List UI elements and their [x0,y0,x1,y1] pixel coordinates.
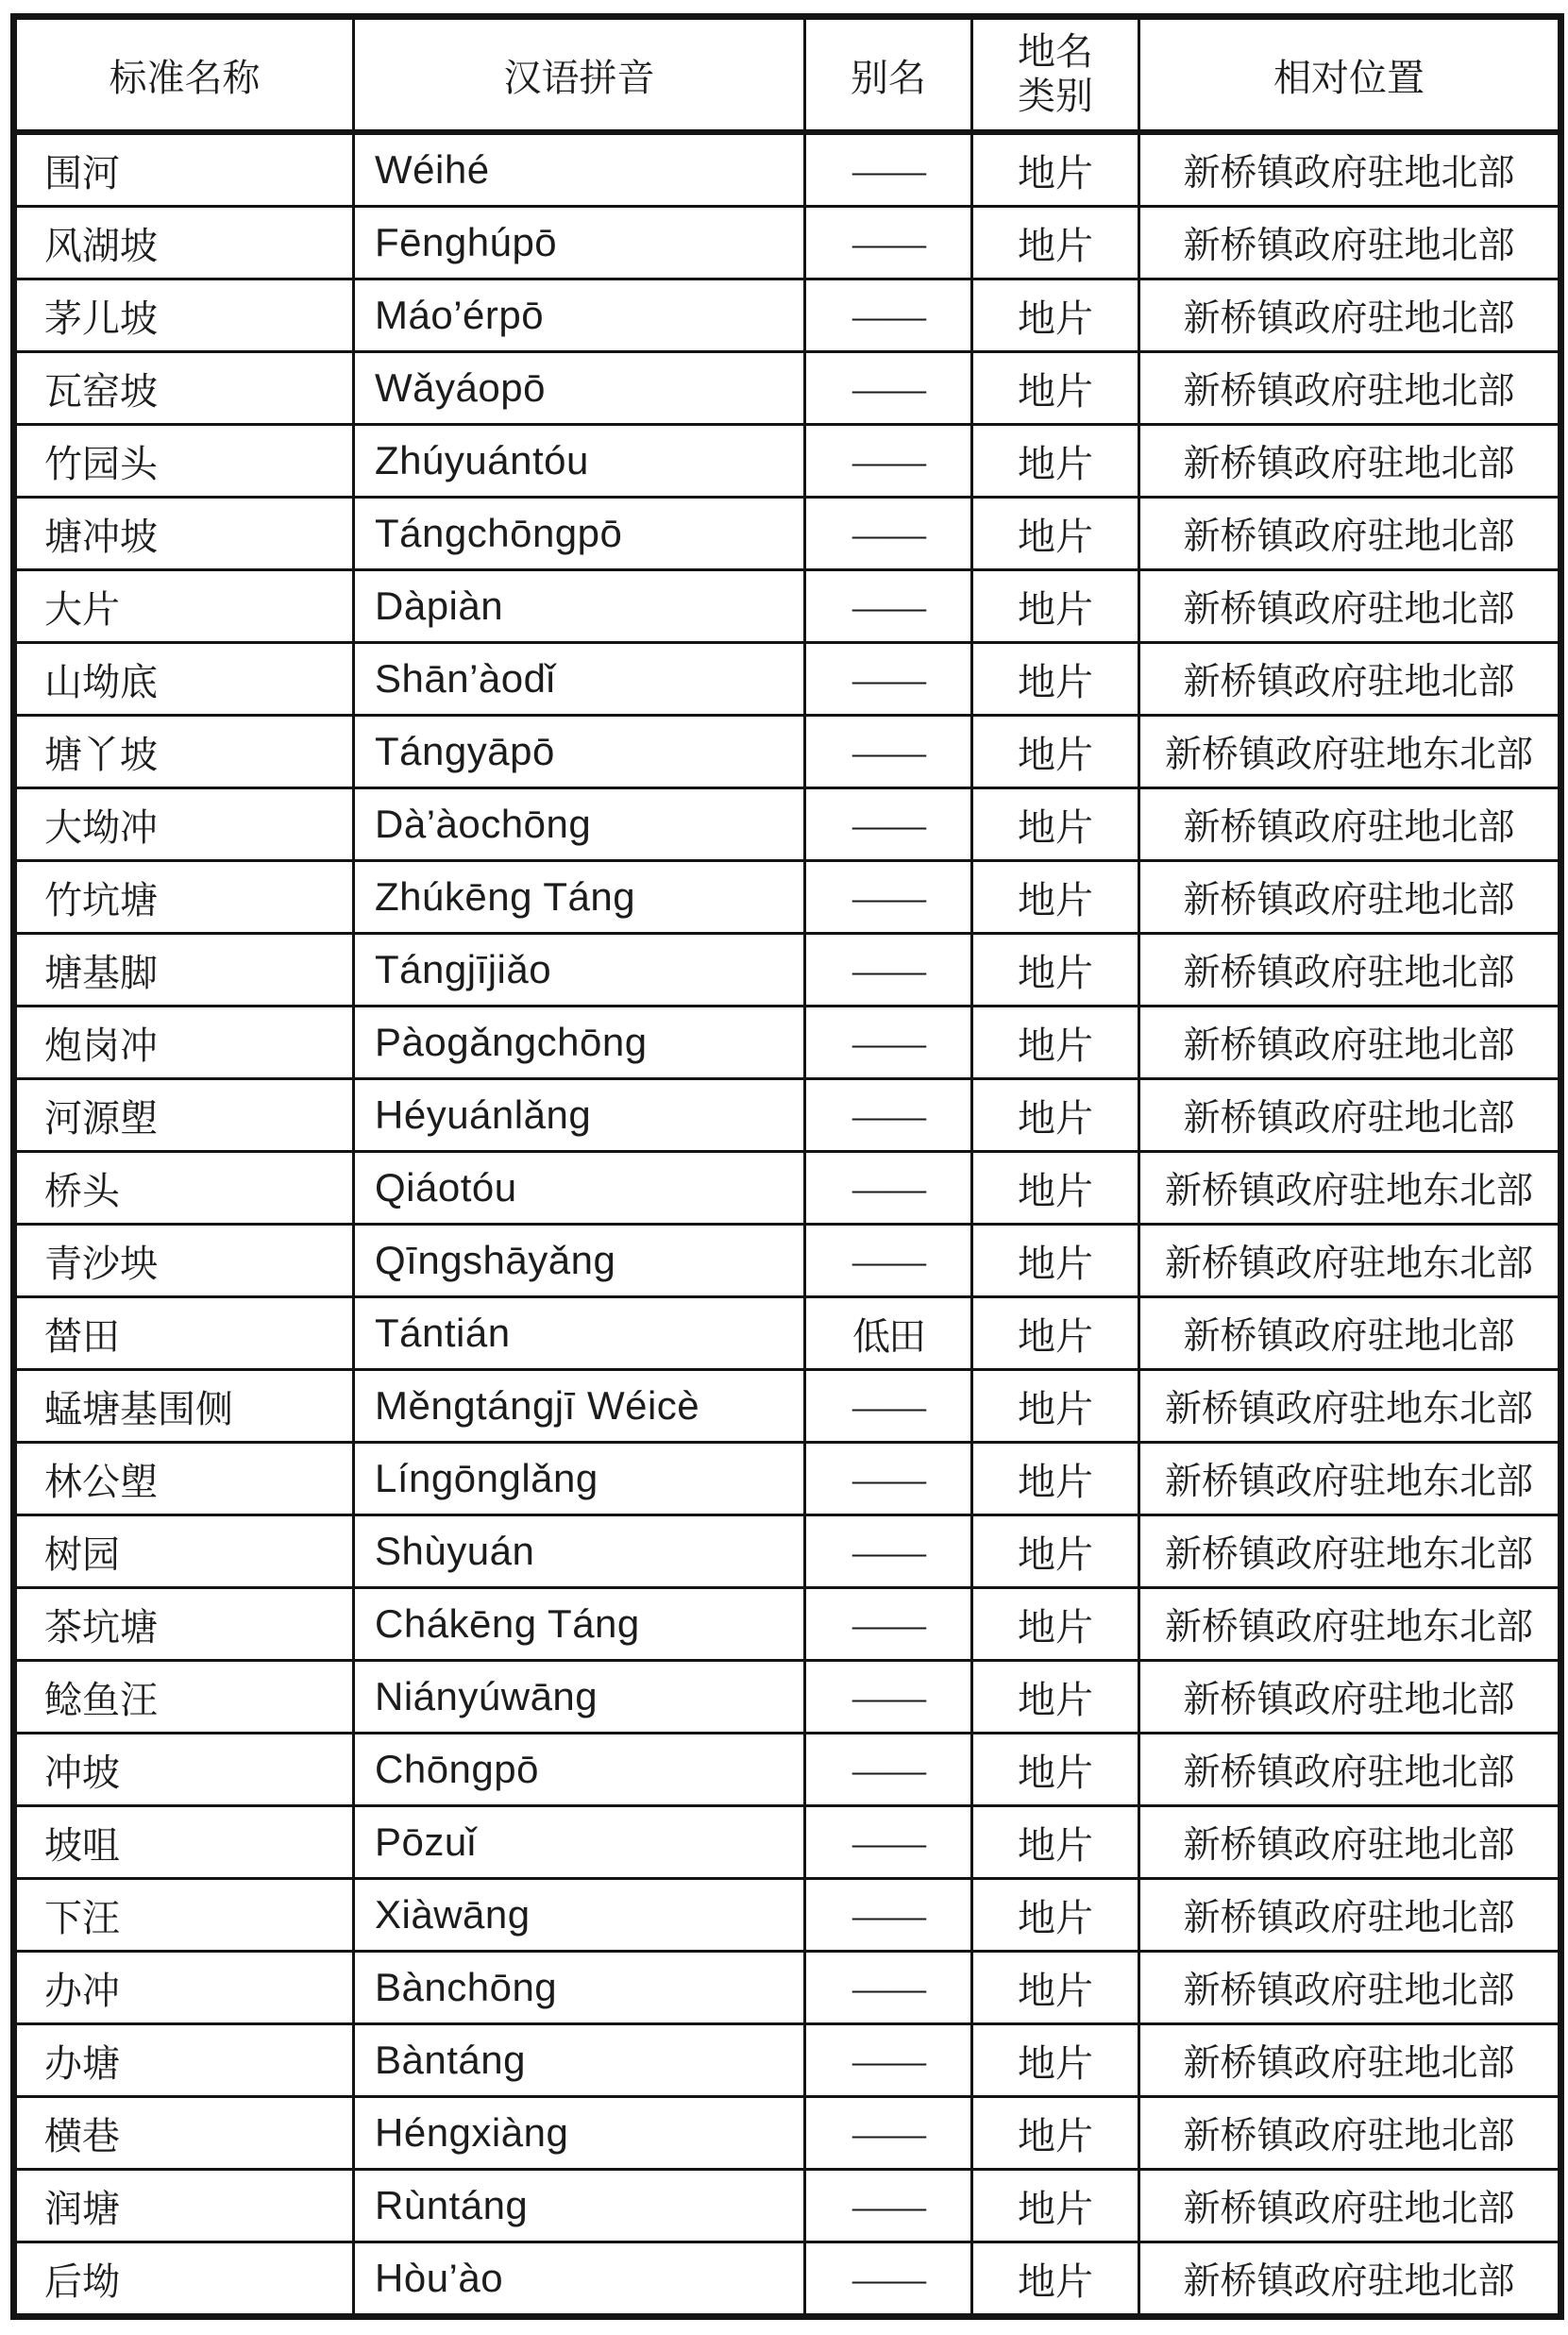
cell-alias: —— [805,2097,972,2170]
cell-pinyin: Zhúkēng Táng [354,861,805,934]
cell-pinyin: Hòu’ào [354,2242,805,2317]
header-category [972,17,1139,133]
cell-category: 地片 [972,425,1139,498]
cell-alias: —— [805,2170,972,2242]
table-row [14,570,1561,643]
cell-alias: —— [805,934,972,1007]
cell-position: 新桥镇政府驻地北部 [1139,132,1561,207]
cell-alias: —— [805,643,972,716]
cell-position: 新桥镇政府驻地北部 [1139,425,1561,498]
table-row [14,1079,1561,1152]
cell-pinyin: Tántián [354,1297,805,1370]
header-row [14,17,1561,133]
cell-category: 地片 [972,132,1139,207]
cell-standard-name: 办冲 [14,1952,354,2024]
cell-position: 新桥镇政府驻地北部 [1139,1007,1561,1079]
cell-standard-name: 润塘 [14,2170,354,2242]
cell-pinyin: Dàpiàn [354,570,805,643]
cell-standard-name: 桥头 [14,1152,354,1225]
table-row [14,861,1561,934]
cell-standard-name: 竹园头 [14,425,354,498]
cell-standard-name: 山坳底 [14,643,354,716]
cell-alias: —— [805,1152,972,1225]
cell-standard-name: 大片 [14,570,354,643]
cell-pinyin: Rùntáng [354,2170,805,2242]
cell-alias: —— [805,1734,972,1806]
cell-pinyin: Bànchōng [354,1952,805,2024]
table-body [14,132,1561,2317]
table-row [14,2097,1561,2170]
cell-position: 新桥镇政府驻地北部 [1139,2242,1561,2317]
cell-position: 新桥镇政府驻地北部 [1139,2024,1561,2097]
cell-pinyin: Tángyāpō [354,716,805,788]
cell-category: 地片 [972,1952,1139,2024]
cell-category: 地片 [972,1734,1139,1806]
cell-alias: —— [805,132,972,207]
table-row [14,498,1561,570]
cell-alias: —— [805,716,972,788]
cell-category: 地片 [972,2170,1139,2242]
cell-position: 新桥镇政府驻地北部 [1139,498,1561,570]
cell-pinyin: Zhúyuántóu [354,425,805,498]
table-row [14,1152,1561,1225]
cell-standard-name: 蜢塘基围侧 [14,1370,354,1443]
cell-standard-name: 塘冲坡 [14,498,354,570]
table-row [14,2024,1561,2097]
table-row [14,934,1561,1007]
cell-standard-name: 围河 [14,132,354,207]
cell-standard-name: 横巷 [14,2097,354,2170]
cell-pinyin: Shān’àodǐ [354,643,805,716]
cell-alias: —— [805,279,972,352]
cell-alias: —— [805,1879,972,1952]
cell-standard-name: 塘丫坡 [14,716,354,788]
cell-pinyin: Bàntáng [354,2024,805,2097]
cell-pinyin: Wǎyáopō [354,352,805,425]
table-row [14,1297,1561,1370]
table-row [14,2242,1561,2317]
table-row [14,352,1561,425]
cell-category: 地片 [972,570,1139,643]
header-standard-name: 标准名称 [14,17,354,133]
cell-alias: —— [805,498,972,570]
cell-alias: —— [805,570,972,643]
cell-pinyin: Língōnglǎng [354,1443,805,1515]
cell-alias: 低田 [805,1297,972,1370]
cell-category: 地片 [972,1806,1139,1879]
cell-category: 地片 [972,2242,1139,2317]
cell-position: 新桥镇政府驻地北部 [1139,1297,1561,1370]
cell-position: 新桥镇政府驻地北部 [1139,1661,1561,1734]
cell-alias: —— [805,1443,972,1515]
cell-category: 地片 [972,934,1139,1007]
cell-alias: —— [805,1225,972,1297]
cell-standard-name: 榃田 [14,1297,354,1370]
cell-standard-name: 坡咀 [14,1806,354,1879]
cell-alias: —— [805,861,972,934]
table-row [14,207,1561,279]
cell-position: 新桥镇政府驻地北部 [1139,570,1561,643]
cell-alias: —— [805,425,972,498]
table-row [14,1515,1561,1588]
cell-category: 地片 [972,1152,1139,1225]
cell-category: 地片 [972,2024,1139,2097]
header-alias: 别名 [805,17,972,133]
cell-position: 新桥镇政府驻地东北部 [1139,1152,1561,1225]
cell-category: 地片 [972,1588,1139,1661]
cell-pinyin: Dà’àochōng [354,788,805,861]
cell-standard-name: 茅儿坡 [14,279,354,352]
cell-alias: —— [805,1079,972,1152]
table-row [14,1443,1561,1515]
cell-position: 新桥镇政府驻地北部 [1139,1952,1561,2024]
cell-position: 新桥镇政府驻地北部 [1139,1806,1561,1879]
table-row [14,1806,1561,1879]
cell-standard-name: 鲶鱼汪 [14,1661,354,1734]
cell-standard-name: 冲坡 [14,1734,354,1806]
cell-position: 新桥镇政府驻地北部 [1139,643,1561,716]
cell-position: 新桥镇政府驻地东北部 [1139,716,1561,788]
cell-standard-name: 风湖坡 [14,207,354,279]
table-row [14,2170,1561,2242]
cell-pinyin: Shùyuán [354,1515,805,1588]
cell-pinyin: Héyuánlǎng [354,1079,805,1152]
cell-alias: —— [805,1588,972,1661]
cell-position: 新桥镇政府驻地北部 [1139,279,1561,352]
table-row [14,425,1561,498]
cell-alias: —— [805,1952,972,2024]
cell-pinyin: Pàogǎngchōng [354,1007,805,1079]
cell-standard-name: 后坳 [14,2242,354,2317]
table-row [14,1588,1561,1661]
cell-position: 新桥镇政府驻地北部 [1139,207,1561,279]
cell-standard-name: 竹坑塘 [14,861,354,934]
cell-pinyin: Qīngshāyǎng [354,1225,805,1297]
cell-standard-name: 办塘 [14,2024,354,2097]
cell-pinyin: Máo’érpō [354,279,805,352]
table-row [14,788,1561,861]
cell-standard-name: 下汪 [14,1879,354,1952]
cell-category: 地片 [972,1661,1139,1734]
cell-category: 地片 [972,279,1139,352]
cell-alias: —— [805,1661,972,1734]
cell-position: 新桥镇政府驻地东北部 [1139,1443,1561,1515]
cell-standard-name: 河源塱 [14,1079,354,1152]
cell-alias: —— [805,207,972,279]
table-row [14,279,1561,352]
cell-pinyin: Fēnghúpō [354,207,805,279]
cell-pinyin: Pōzuǐ [354,1806,805,1879]
cell-position: 新桥镇政府驻地北部 [1139,2097,1561,2170]
cell-pinyin: Qiáotóu [354,1152,805,1225]
cell-position: 新桥镇政府驻地北部 [1139,2170,1561,2242]
header-position: 相对位置 [1139,17,1561,133]
cell-standard-name: 大坳冲 [14,788,354,861]
table-row [14,643,1561,716]
cell-standard-name: 炮岗冲 [14,1007,354,1079]
cell-pinyin: Měngtángjī Wéicè [354,1370,805,1443]
place-names-table [10,13,1564,2320]
table-row [14,1225,1561,1297]
cell-category: 地片 [972,207,1139,279]
cell-position: 新桥镇政府驻地北部 [1139,1879,1561,1952]
cell-category: 地片 [972,861,1139,934]
table-row [14,132,1561,207]
cell-category: 地片 [972,1079,1139,1152]
cell-alias: —— [805,1806,972,1879]
cell-standard-name: 塘基脚 [14,934,354,1007]
cell-category: 地片 [972,1879,1139,1952]
cell-alias: —— [805,2024,972,2097]
table-row [14,1661,1561,1734]
table-row [14,1734,1561,1806]
cell-standard-name: 茶坑塘 [14,1588,354,1661]
cell-alias: —— [805,352,972,425]
cell-alias: —— [805,2242,972,2317]
cell-pinyin: Chōngpō [354,1734,805,1806]
table-row [14,1879,1561,1952]
cell-category: 地片 [972,1007,1139,1079]
cell-position: 新桥镇政府驻地北部 [1139,352,1561,425]
cell-position: 新桥镇政府驻地北部 [1139,1734,1561,1806]
cell-standard-name: 青沙坱 [14,1225,354,1297]
cell-position: 新桥镇政府驻地东北部 [1139,1225,1561,1297]
cell-category: 地片 [972,643,1139,716]
cell-standard-name: 林公塱 [14,1443,354,1515]
cell-alias: —— [805,1370,972,1443]
cell-category: 地片 [972,498,1139,570]
cell-category: 地片 [972,1515,1139,1588]
cell-category: 地片 [972,788,1139,861]
cell-position: 新桥镇政府驻地北部 [1139,788,1561,861]
cell-standard-name: 树园 [14,1515,354,1588]
cell-position: 新桥镇政府驻地北部 [1139,1079,1561,1152]
cell-category: 地片 [972,716,1139,788]
cell-position: 新桥镇政府驻地北部 [1139,861,1561,934]
cell-pinyin: Tángjījiǎo [354,934,805,1007]
cell-alias: —— [805,788,972,861]
cell-position: 新桥镇政府驻地东北部 [1139,1515,1561,1588]
cell-pinyin: Chákēng Táng [354,1588,805,1661]
cell-pinyin: Héngxiàng [354,2097,805,2170]
cell-pinyin: Tángchōngpō [354,498,805,570]
header-category-line1: 地名 [1018,30,1093,73]
header-category-line2: 类别 [1018,76,1093,117]
cell-category: 地片 [972,1443,1139,1515]
cell-category: 地片 [972,2097,1139,2170]
cell-position: 新桥镇政府驻地北部 [1139,934,1561,1007]
cell-category: 地片 [972,1370,1139,1443]
cell-category: 地片 [972,1297,1139,1370]
cell-position: 新桥镇政府驻地东北部 [1139,1588,1561,1661]
cell-pinyin: Niányúwāng [354,1661,805,1734]
table-row [14,1370,1561,1443]
cell-alias: —— [805,1007,972,1079]
header-pinyin: 汉语拼音 [354,17,805,133]
cell-pinyin: Wéihé [354,132,805,207]
cell-category: 地片 [972,1225,1139,1297]
cell-standard-name: 瓦窑坡 [14,352,354,425]
cell-pinyin: Xiàwāng [354,1879,805,1952]
cell-position: 新桥镇政府驻地东北部 [1139,1370,1561,1443]
cell-alias: —— [805,1515,972,1588]
table-row [14,1007,1561,1079]
table-row [14,1952,1561,2024]
cell-category: 地片 [972,352,1139,425]
table-row [14,716,1561,788]
